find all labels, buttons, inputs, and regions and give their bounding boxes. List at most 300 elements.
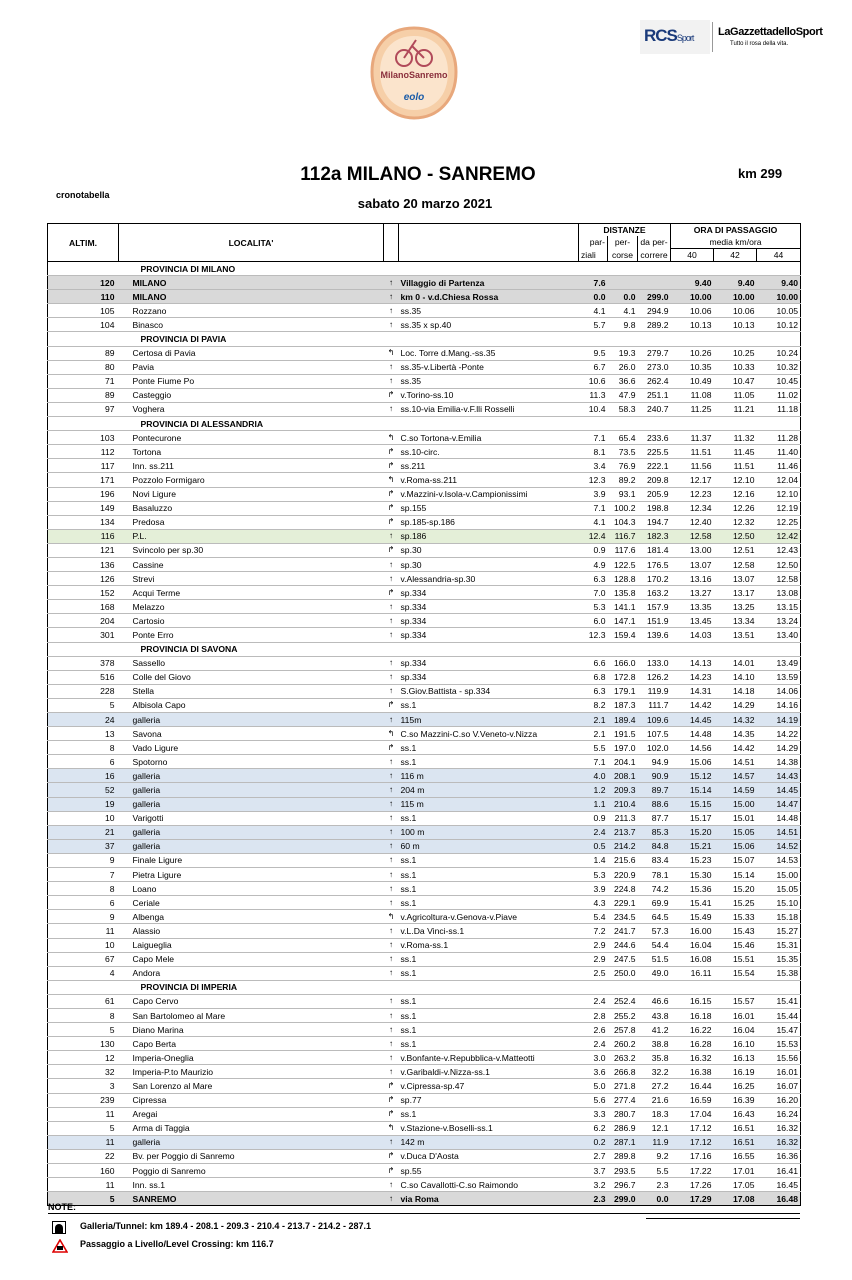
table-row: [48, 515, 801, 529]
road: 115 m: [399, 797, 579, 811]
col-dapercorrere-2: correre: [638, 249, 671, 262]
col-road: [399, 224, 579, 262]
dist-parziali: 5.6: [579, 1093, 608, 1107]
road: v.Torino-ss.10: [399, 388, 579, 402]
col-speed-42: 42: [714, 249, 757, 262]
altitude: 5: [48, 1023, 119, 1037]
direction-arrow-icon: ↑: [384, 529, 399, 543]
notes-divider-right: [646, 1218, 800, 1219]
time-40: 16.00: [671, 924, 714, 938]
altitude: 67: [48, 952, 119, 966]
locality: Arma di Taggia: [119, 1121, 384, 1135]
dist-percorse: 9.8: [608, 318, 638, 332]
table-row: [48, 741, 801, 755]
road: ss.35: [399, 374, 579, 388]
altitude: 89: [48, 388, 119, 402]
locality: Capo Cervo: [119, 994, 384, 1008]
road: ss.1: [399, 1008, 579, 1022]
dist-parziali: 3.0: [579, 1051, 608, 1065]
road: km 0 - v.d.Chiesa Rossa: [399, 290, 579, 304]
road: ss.1: [399, 882, 579, 896]
dist-percorse: 100.2: [608, 501, 638, 515]
locality: Andora: [119, 966, 384, 980]
rcs-sport-text: Sport: [676, 33, 694, 43]
dist-percorse: 250.0: [608, 966, 638, 980]
locality: Svincolo per sp.30: [119, 543, 384, 557]
dist-percorse: 255.2: [608, 1008, 638, 1022]
road: 100 m: [399, 825, 579, 839]
time-40: 16.11: [671, 966, 714, 980]
dist-da-percorrere: 181.4: [638, 543, 671, 557]
locality: Certosa di Pavia: [119, 346, 384, 360]
dist-percorse: 122.5: [608, 557, 638, 571]
altitude: 37: [48, 839, 119, 853]
altitude: 228: [48, 684, 119, 698]
direction-arrow-icon: ↑: [384, 402, 399, 416]
road: v.Stazione-v.Boselli-ss.1: [399, 1121, 579, 1135]
time-42: 12.51: [714, 543, 757, 557]
direction-arrow-icon: ↑: [384, 1008, 399, 1022]
dist-percorse: 277.4: [608, 1093, 638, 1107]
dist-da-percorrere: 107.5: [638, 727, 671, 741]
altitude: 6: [48, 755, 119, 769]
dist-percorse: 36.6: [608, 374, 638, 388]
dist-percorse: 296.7: [608, 1178, 638, 1192]
time-42: 15.43: [714, 924, 757, 938]
time-44: 15.41: [757, 994, 801, 1008]
locality: Ceriale: [119, 896, 384, 910]
altitude: 121: [48, 543, 119, 557]
time-40: 10.13: [671, 318, 714, 332]
time-42: 14.51: [714, 755, 757, 769]
dist-da-percorrere: 209.8: [638, 473, 671, 487]
altitude: 112: [48, 445, 119, 459]
time-42: 14.10: [714, 670, 757, 684]
province-header: [48, 642, 801, 656]
time-44: 13.59: [757, 670, 801, 684]
dist-percorse: 116.7: [608, 529, 638, 543]
time-42: 10.00: [714, 290, 757, 304]
table-row: [48, 966, 801, 980]
direction-arrow-icon: ↰: [384, 727, 399, 741]
altitude: 168: [48, 600, 119, 614]
dist-parziali: 7.2: [579, 924, 608, 938]
dist-percorse: 58.3: [608, 402, 638, 416]
road: sp.186: [399, 529, 579, 543]
table-row: [48, 1107, 801, 1121]
altitude: 149: [48, 501, 119, 515]
dist-da-percorrere: 240.7: [638, 402, 671, 416]
direction-arrow-icon: ↱: [384, 388, 399, 402]
time-40: 11.51: [671, 445, 714, 459]
direction-arrow-icon: ↱: [384, 586, 399, 600]
locality: Melazzo: [119, 600, 384, 614]
direction-arrow-icon: ↑: [384, 868, 399, 882]
time-40: 12.17: [671, 473, 714, 487]
direction-arrow-icon: ↱: [384, 445, 399, 459]
dist-parziali: 2.8: [579, 1008, 608, 1022]
direction-arrow-icon: ↑: [384, 656, 399, 670]
timetable: [47, 223, 801, 1206]
table-row: [48, 586, 801, 600]
page-title: 112a MILANO - SANREMO: [300, 164, 536, 185]
time-42: 16.01: [714, 1008, 757, 1022]
time-44: 12.04: [757, 473, 801, 487]
time-44: 16.01: [757, 1065, 801, 1079]
table-row: [48, 924, 801, 938]
dist-parziali: 5.0: [579, 1079, 608, 1093]
col-direction: [384, 224, 399, 262]
locality: galleria: [119, 769, 384, 783]
direction-arrow-icon: ↑: [384, 614, 399, 628]
dist-parziali: 2.9: [579, 952, 608, 966]
time-44: 16.32: [757, 1121, 801, 1135]
dist-parziali: 2.6: [579, 1023, 608, 1037]
time-44: 16.20: [757, 1093, 801, 1107]
dist-parziali: 5.3: [579, 868, 608, 882]
time-44: 16.36: [757, 1149, 801, 1163]
table-row: [48, 994, 801, 1008]
direction-arrow-icon: ↱: [384, 1149, 399, 1163]
time-40: 13.35: [671, 600, 714, 614]
dist-parziali: 0.2: [579, 1135, 608, 1149]
dist-parziali: 3.9: [579, 487, 608, 501]
table-row: [48, 896, 801, 910]
altitude: 152: [48, 586, 119, 600]
time-42: 15.25: [714, 896, 757, 910]
dist-percorse: 211.3: [608, 811, 638, 825]
time-40: 15.06: [671, 755, 714, 769]
dist-da-percorrere: 273.0: [638, 360, 671, 374]
time-40: 15.20: [671, 825, 714, 839]
locality: Cartosio: [119, 614, 384, 628]
dist-da-percorrere: 43.8: [638, 1008, 671, 1022]
direction-arrow-icon: ↑: [384, 572, 399, 586]
altitude: 7: [48, 868, 119, 882]
time-44: 14.16: [757, 698, 801, 712]
dist-da-percorrere: 262.4: [638, 374, 671, 388]
direction-arrow-icon: ↑: [384, 853, 399, 867]
time-42: 15.00: [714, 797, 757, 811]
altitude: 12: [48, 1051, 119, 1065]
time-40: 16.15: [671, 994, 714, 1008]
dist-da-percorrere: 54.4: [638, 938, 671, 952]
time-44: 10.45: [757, 374, 801, 388]
time-42: 15.01: [714, 811, 757, 825]
road: ss.1: [399, 1023, 579, 1037]
cronotabella-label: cronotabella: [56, 190, 110, 200]
road: sp.334: [399, 586, 579, 600]
direction-arrow-icon: ↑: [384, 713, 399, 727]
direction-arrow-icon: ↑: [384, 924, 399, 938]
locality: Poggio di Sanremo: [119, 1164, 384, 1178]
time-42: 15.07: [714, 853, 757, 867]
altitude: 71: [48, 374, 119, 388]
altitude: 8: [48, 1008, 119, 1022]
dist-percorse: 289.8: [608, 1149, 638, 1163]
dist-parziali: 8.1: [579, 445, 608, 459]
table-row: [48, 1023, 801, 1037]
dist-parziali: 9.5: [579, 346, 608, 360]
dist-da-percorrere: 194.7: [638, 515, 671, 529]
time-44: 15.18: [757, 910, 801, 924]
locality: galleria: [119, 797, 384, 811]
road: C.so Cavallotti-C.so Raimondo: [399, 1178, 579, 1192]
altitude: 6: [48, 896, 119, 910]
dist-da-percorrere: 88.6: [638, 797, 671, 811]
table-row: [48, 529, 801, 543]
altitude: 97: [48, 402, 119, 416]
dist-percorse: 197.0: [608, 741, 638, 755]
locality: Bv. per Poggio di Sanremo: [119, 1149, 384, 1163]
road: Villaggio di Partenza: [399, 276, 579, 290]
time-42: 11.21: [714, 402, 757, 416]
dist-percorse: 93.1: [608, 487, 638, 501]
altitude: 196: [48, 487, 119, 501]
altitude: 3: [48, 1079, 119, 1093]
altitude: 5: [48, 1192, 119, 1206]
dist-da-percorrere: 49.0: [638, 966, 671, 980]
road: S.Giov.Battista - sp.334: [399, 684, 579, 698]
table-row: [48, 1192, 801, 1206]
time-40: 13.16: [671, 572, 714, 586]
locality: Capo Mele: [119, 952, 384, 966]
col-altim: ALTIM.: [48, 224, 119, 262]
time-40: 9.40: [671, 276, 714, 290]
col-parziali-2: ziali: [579, 249, 608, 262]
dist-da-percorrere: 57.3: [638, 924, 671, 938]
time-44: 14.51: [757, 825, 801, 839]
time-44: 16.41: [757, 1164, 801, 1178]
locality: Vado Ligure: [119, 741, 384, 755]
dist-percorse: 286.9: [608, 1121, 638, 1135]
time-44: 15.27: [757, 924, 801, 938]
col-ora: ORA DI PASSAGGIO: [671, 224, 801, 237]
road: sp.55: [399, 1164, 579, 1178]
altitude: 301: [48, 628, 119, 642]
direction-arrow-icon: ↑: [384, 360, 399, 374]
road: via Roma: [399, 1192, 579, 1206]
dist-parziali: 3.7: [579, 1164, 608, 1178]
dist-percorse: 260.2: [608, 1037, 638, 1051]
altitude: 116: [48, 529, 119, 543]
dist-percorse: 299.0: [608, 1192, 638, 1206]
locality: Casteggio: [119, 388, 384, 402]
road: ss.1: [399, 952, 579, 966]
direction-arrow-icon: ↑: [384, 811, 399, 825]
altitude: 5: [48, 1121, 119, 1135]
time-40: 15.17: [671, 811, 714, 825]
dist-parziali: 5.7: [579, 318, 608, 332]
altitude: 136: [48, 557, 119, 571]
time-40: 11.25: [671, 402, 714, 416]
road: sp.30: [399, 543, 579, 557]
time-44: 13.15: [757, 600, 801, 614]
dist-percorse: 117.6: [608, 543, 638, 557]
dist-da-percorrere: 78.1: [638, 868, 671, 882]
table-row: [48, 402, 801, 416]
road: v.Mazzini-v.Isola-v.Campionissimi: [399, 487, 579, 501]
time-42: 16.10: [714, 1037, 757, 1051]
direction-arrow-icon: ↑: [384, 374, 399, 388]
table-row: [48, 1079, 801, 1093]
dist-percorse: 208.1: [608, 769, 638, 783]
notes-divider: [48, 1213, 800, 1214]
province-header: [48, 980, 801, 994]
table-row: [48, 304, 801, 318]
dist-parziali: 2.9: [579, 938, 608, 952]
time-44: 16.48: [757, 1192, 801, 1206]
time-42: 12.50: [714, 529, 757, 543]
direction-arrow-icon: ↑: [384, 938, 399, 952]
time-42: 16.51: [714, 1135, 757, 1149]
time-40: 16.59: [671, 1093, 714, 1107]
time-44: 15.00: [757, 868, 801, 882]
dist-percorse: 271.8: [608, 1079, 638, 1093]
locality: Aregai: [119, 1107, 384, 1121]
dist-parziali: 2.4: [579, 994, 608, 1008]
time-42: 12.32: [714, 515, 757, 529]
dist-percorse: 73.5: [608, 445, 638, 459]
road: 204 m: [399, 783, 579, 797]
altitude: 9: [48, 910, 119, 924]
road: sp.77: [399, 1093, 579, 1107]
time-42: 13.07: [714, 572, 757, 586]
table-row: [48, 473, 801, 487]
road: sp.185-sp.186: [399, 515, 579, 529]
time-42: 15.20: [714, 882, 757, 896]
table-row: [48, 1051, 801, 1065]
time-42: 10.33: [714, 360, 757, 374]
altitude: 160: [48, 1164, 119, 1178]
road: ss.1: [399, 868, 579, 882]
direction-arrow-icon: ↑: [384, 557, 399, 571]
direction-arrow-icon: ↱: [384, 487, 399, 501]
time-40: 17.26: [671, 1178, 714, 1192]
time-44: 13.08: [757, 586, 801, 600]
table-row: [48, 868, 801, 882]
altitude: 378: [48, 656, 119, 670]
road: sp.155: [399, 501, 579, 515]
dist-da-percorrere: 126.2: [638, 670, 671, 684]
dist-parziali: 6.3: [579, 684, 608, 698]
altitude: 4: [48, 966, 119, 980]
dist-percorse: 19.3: [608, 346, 638, 360]
time-40: 16.28: [671, 1037, 714, 1051]
road: v.L.Da Vinci-ss.1: [399, 924, 579, 938]
altitude: 13: [48, 727, 119, 741]
province-name: PROVINCIA DI MILANO: [119, 262, 579, 276]
dist-percorse: 252.4: [608, 994, 638, 1008]
time-44: 11.40: [757, 445, 801, 459]
rcs-text: RCS: [644, 26, 677, 45]
dist-da-percorrere: 27.2: [638, 1079, 671, 1093]
locality: Laigueglia: [119, 938, 384, 952]
locality: galleria: [119, 839, 384, 853]
altitude: 239: [48, 1093, 119, 1107]
table-row: [48, 910, 801, 924]
dist-percorse: 141.1: [608, 600, 638, 614]
dist-parziali: 4.1: [579, 515, 608, 529]
dist-da-percorrere: 18.3: [638, 1107, 671, 1121]
altitude: 171: [48, 473, 119, 487]
road: ss.1: [399, 994, 579, 1008]
time-42: 15.33: [714, 910, 757, 924]
dist-parziali: 4.9: [579, 557, 608, 571]
altitude: 80: [48, 360, 119, 374]
dist-percorse: 187.3: [608, 698, 638, 712]
time-44: 16.45: [757, 1178, 801, 1192]
time-44: 14.38: [757, 755, 801, 769]
direction-arrow-icon: ↑: [384, 882, 399, 896]
time-44: 14.22: [757, 727, 801, 741]
road: v.Garibaldi-v.Nizza-ss.1: [399, 1065, 579, 1079]
dist-percorse: 234.5: [608, 910, 638, 924]
time-42: 14.18: [714, 684, 757, 698]
dist-da-percorrere: 119.9: [638, 684, 671, 698]
dist-da-percorrere: 21.6: [638, 1093, 671, 1107]
time-40: 14.42: [671, 698, 714, 712]
time-44: 15.47: [757, 1023, 801, 1037]
col-localita: LOCALITA': [119, 224, 384, 262]
dist-percorse: 65.4: [608, 431, 638, 445]
milano-sanremo-logo: [366, 22, 462, 124]
locality: Finale Ligure: [119, 853, 384, 867]
time-44: 13.49: [757, 656, 801, 670]
time-42: 13.34: [714, 614, 757, 628]
locality: Acqui Terme: [119, 586, 384, 600]
time-42: 13.51: [714, 628, 757, 642]
direction-arrow-icon: ↑: [384, 797, 399, 811]
dist-da-percorrere: 35.8: [638, 1051, 671, 1065]
time-44: 10.12: [757, 318, 801, 332]
dist-percorse: 287.1: [608, 1135, 638, 1149]
time-40: 16.08: [671, 952, 714, 966]
locality: Binasco: [119, 318, 384, 332]
dist-parziali: 5.3: [579, 600, 608, 614]
dist-da-percorrere: 225.5: [638, 445, 671, 459]
time-40: 17.22: [671, 1164, 714, 1178]
table-row: [48, 360, 801, 374]
gazzetta-text: LaGazzettadelloSport: [718, 26, 823, 38]
altitude: 9: [48, 853, 119, 867]
time-40: 13.27: [671, 586, 714, 600]
dist-parziali: 3.4: [579, 459, 608, 473]
altitude: 11: [48, 1107, 119, 1121]
dist-percorse: 209.3: [608, 783, 638, 797]
road: v.Roma-ss.211: [399, 473, 579, 487]
direction-arrow-icon: ↰: [384, 473, 399, 487]
table-row: [48, 1121, 801, 1135]
altitude: 11: [48, 924, 119, 938]
dist-da-percorrere: 294.9: [638, 304, 671, 318]
dist-da-percorrere: 198.8: [638, 501, 671, 515]
dist-da-percorrere: 205.9: [638, 487, 671, 501]
road: ss.1: [399, 698, 579, 712]
dist-parziali: 2.4: [579, 1037, 608, 1051]
dist-da-percorrere: 69.9: [638, 896, 671, 910]
road: v.Cipressa-sp.47: [399, 1079, 579, 1093]
time-40: 10.26: [671, 346, 714, 360]
dist-parziali: 6.3: [579, 572, 608, 586]
table-row: [48, 557, 801, 571]
direction-arrow-icon: ↑: [384, 290, 399, 304]
locality: Novi Ligure: [119, 487, 384, 501]
road: 115m: [399, 713, 579, 727]
road: C.so Mazzini-C.so V.Veneto-v.Nizza: [399, 727, 579, 741]
time-40: 15.23: [671, 853, 714, 867]
dist-da-percorrere: 51.5: [638, 952, 671, 966]
